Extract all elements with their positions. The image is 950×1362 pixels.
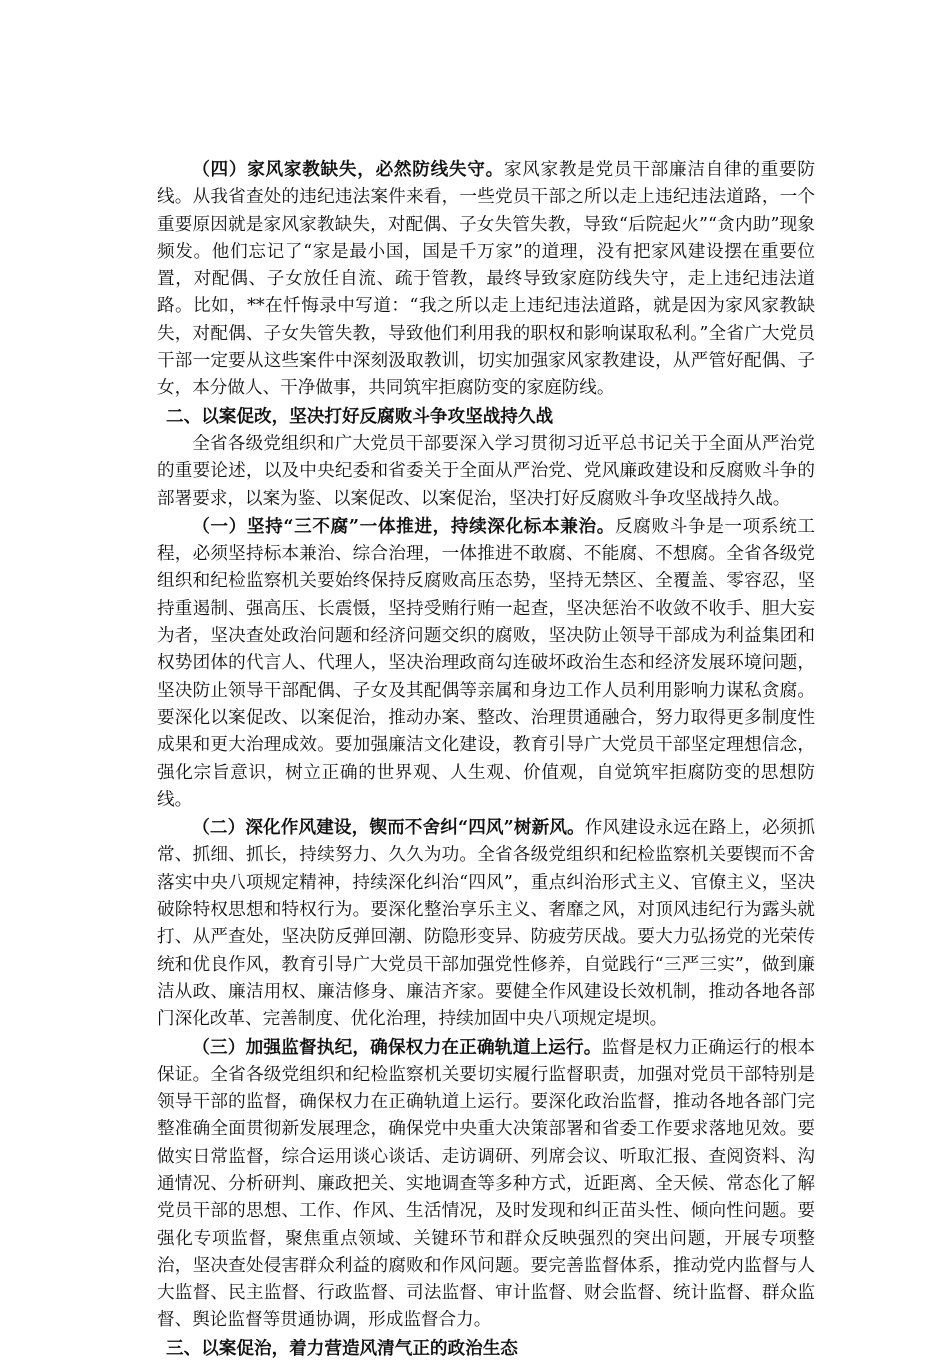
paragraph-text: 作风建设永远在路上，必须抓常、抓细、抓长，持续努力、久久为功。全省各级党组织和纪检监察机关要锲而不舍落实中央八项规定精神，持续深化纠治“四风”，重点纠治形式主义、官僚主义，坚决破除特权思想和特权行为。要深化整治享乐主义、奢靡之风，对顶风违纪行为露头就打、从严查处，坚决防反弹回潮、防隐形变异、防疲劳厌战。要大力弘扬党的光荣传统和优良作风，教育引导广大党员干部加强党性修养，自觉践行“三严三实”，做到廉洁从政、廉洁用权、廉洁修身、廉洁齐家。要健全作风建设长效机制，推动各地各部门深化改革、完善制度、优化治理，持续加固中央八项规定堤坝。 [157, 818, 815, 1030]
section-heading-2: 二、以案促改，坚决打好反腐败斗争攻坚战持久战 [166, 405, 554, 427]
document-body [157, 156, 815, 1362]
paragraph-supervision [157, 1034, 815, 1335]
paragraph-text: 反腐败斗争是一项系统工程，必须坚持标本兼治、综合治理，一体推进不敢腐、不能腐、不想腐。全省各级党组织和纪检监察机关要始终保持反腐败高压态势，坚持无禁区、全覆盖、零容忍，坚持重遏制、强高压、长震慑，坚持受贿行贿一起查，坚决惩治不收敛不收手、胆大妄为者，坚决查处政治问题和经济问题交织的腐败，坚决防止领导干部成为利益集团和权势团体的代言人、代理人，坚决治理政商勾连破坏政治生态和经济发展环境问题，坚决防止领导干部配偶、子女及其配偶等亲属和身边工作人员利用影响力谋私贪腐。要深化以案促改、以案促治，推动办案、整改、治理贯通融合，努力取得更多制度性成果和更大治理成效。要加强廉洁文化建设，教育引导广大党员干部坚定理想信念，强化宗旨意识，树立正确的世界观、人生观、价值观，自觉筑牢拒腐防变的思想防线。 [157, 516, 815, 810]
paragraph-three-no-corruption [157, 513, 815, 814]
paragraph-text: 监督是权力正确运行的根本保证。全省各级党组织和纪检监察机关要切实履行监督职责，加强对党员干部特别是领导干部的监督，确保权力在正确轨道上运行。要深化政治监督，推动各地各部门完整准确全面贯彻新发展理念，确保党中央重大决策部署和省委工作要求落地见效。要做实日常监督，综合运用谈心谈话、走访调研、列席会议、听取汇报、查阅资料、沟通情况、分析研判、廉政把关、实地调查等多种方式，近距离、全天候、常态化了解党员干部的思想、工作、作风、生活情况，及时发现和纠正苗头性、倾向性问题。要强化专项监督，聚焦重点领域、关键环节和群众反映强烈的突出问题，开展专项整治，坚决查处侵害群众利益的腐败和作风问题。要完善监督体系，推动党内监督与人大监督、民主监督、行政监督、司法监督、审计监督、财会监督、统计监督、群众监督、舆论监督等贯通协调，形成监督合力。 [157, 1037, 815, 1331]
paragraph-lead: （二）深化作风建设，锲而不舍纠“四风”树新风。 [192, 817, 585, 839]
paragraph-text: 全省各级党组织和广大党员干部要深入学习贯彻习近平总书记关于全面从严治党的重要论述，以及中央纪委和省委关于全面从严治党、党风廉政建设和反腐败斗争的部署要求，以案为鉴、以案促改、以案促治，坚决打好反腐败斗争攻坚战持久战。 [157, 433, 815, 509]
paragraph-family-style [157, 156, 815, 403]
section-heading-3: 三、以案促治，着力营造风清气正的政治生态 [166, 1337, 518, 1359]
paragraph-lead: （三）加强监督执纪，确保权力在正确轨道上运行。 [192, 1036, 602, 1058]
paragraph-lead: （四）家风家教缺失，必然防线失守。 [192, 159, 504, 180]
paragraph-text: 家风家教是党员干部廉洁自律的重要防线。从我省查处的违纪违法案件来看，一些党员干部之所以走上违纪违法道路，一个重要原因就是家风家教缺失，对配偶、子女失管失教，导致“后院起火”“贪内助”现象频发。他们忘记了“家是最小国，国是千万家”的道理，没有把家风建设摆在重要位置，对配偶、子女放任自流、疏于管教，最终导致家庭防线失守，走上违纪违法道路。比如，**在忏悔录中写道：“我之所以走上违纪违法道路，就是因为家风家教缺失，对配偶、子女失管失教，导致他们利用我的职权和影响谋取私利。”全省广大党员干部一定要从这些案件中深刻汲取教训，切实加强家风家教建设，从严管好配偶、子女，本分做人、干净做事，共同筑牢拒腐防变的家庭防线。 [157, 160, 815, 399]
paragraph-lead: （一）坚持“三不腐”一体推进，持续深化标本兼治。 [192, 515, 615, 537]
paragraph-work-style [157, 814, 815, 1033]
paragraph-section-2-intro [157, 430, 815, 513]
